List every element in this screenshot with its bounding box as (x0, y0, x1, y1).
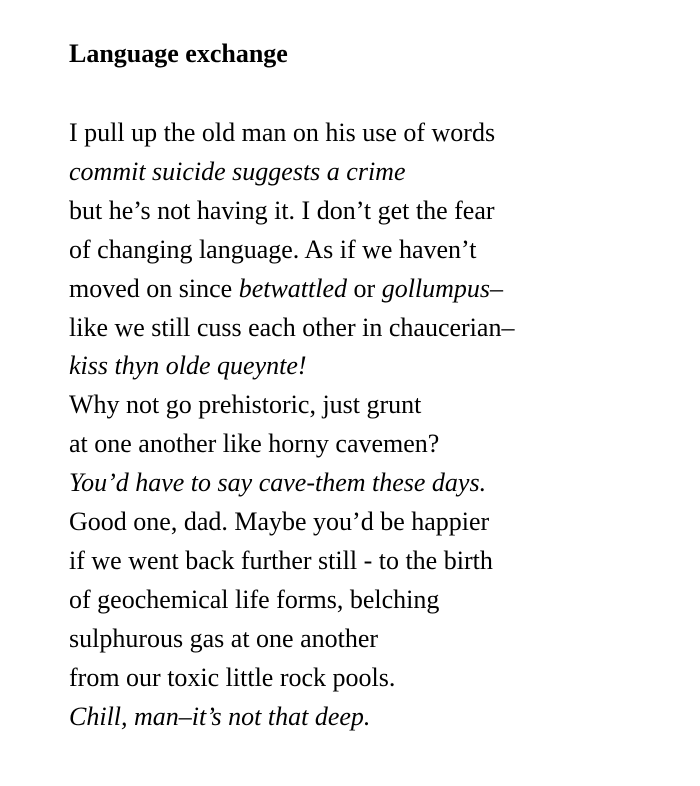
poem-line (69, 192, 669, 231)
poem-line (69, 231, 669, 270)
poem-word-italic: gollumpus (381, 273, 491, 303)
poem-line (69, 620, 669, 659)
poem-line-text: or (347, 273, 382, 303)
poem-line-text-italic: You’d have to say cave-them these days. (69, 468, 487, 498)
poem-line-text: Good one, dad. Maybe you’d be happier (69, 507, 490, 537)
poem (69, 36, 669, 737)
poem-line (69, 153, 669, 192)
poem-line-text: of changing language. As if we haven’t (69, 234, 477, 264)
poem-line-text: sulphurous gas at one another (69, 623, 379, 653)
poem-line (69, 698, 669, 737)
poem-line (69, 581, 669, 620)
poem-line-text: from our toxic little rock pools. (69, 662, 396, 692)
poem-line-text-italic: Chill, man–it’s not that deep. (69, 701, 371, 731)
poem-line (69, 503, 669, 542)
poem-line (69, 114, 669, 153)
poem-line-text: I pull up the old man on his use of words (69, 118, 496, 147)
poem-line (69, 464, 669, 503)
poem-line (69, 309, 669, 348)
poem-line-text: like we still cuss each other in chaucerian– (69, 312, 515, 342)
poem-line-text: at one another like horny cavemen? (69, 429, 440, 459)
poem-line-text: but he’s not having it. I don’t get the fear (69, 195, 495, 225)
poem-body (69, 114, 669, 737)
poem-line (69, 386, 669, 425)
poem-word-italic: betwattled (238, 273, 348, 303)
poem-title: Language exchange (69, 39, 288, 68)
poem-line-text: if we went back further still - to the birth (69, 545, 493, 575)
poem-line-text: of geochemical life forms, belching (69, 584, 440, 614)
poem-line (69, 542, 669, 581)
poem-line (69, 347, 669, 386)
poem-line-text: – (490, 273, 504, 303)
poem-line-text: Why not go prehistoric, just grunt (69, 390, 422, 420)
poem-line-text-italic: commit suicide suggests a crime (69, 156, 406, 186)
poem-line-text-italic: kiss thyn olde queynte! (69, 351, 307, 381)
poem-line (69, 270, 669, 309)
poem-line-text: moved on since (69, 273, 239, 303)
poem-line (69, 425, 669, 464)
poem-line (69, 659, 669, 698)
